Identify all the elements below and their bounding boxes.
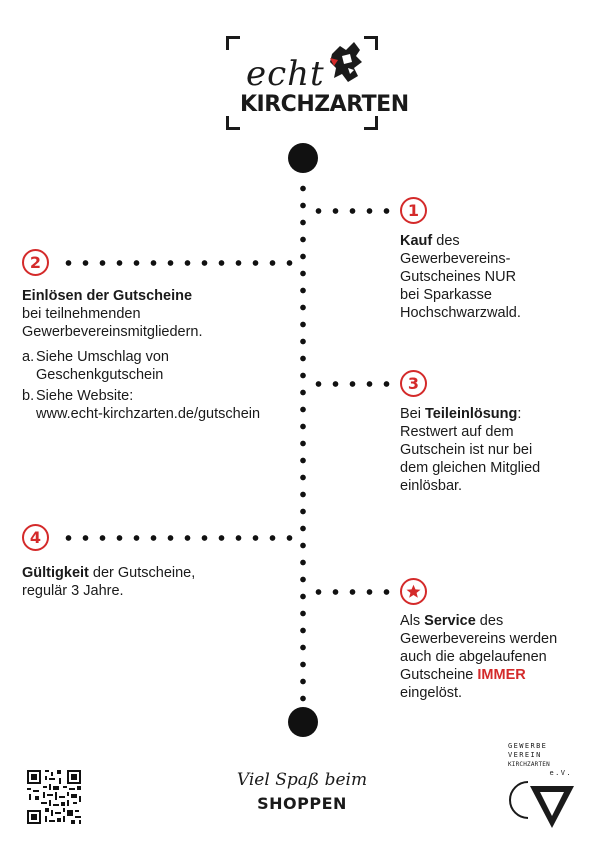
step-2-text: Einlösen der Gutscheine bei teilnehmenden Gewerbevereinsmitgliedern. a. Siehe Umschlag von Geschenkgutschein b. Siehe Website: www.echt-kirchzarten.de/gutschein	[22, 287, 292, 423]
connector-step-2	[60, 260, 300, 266]
gewerbeverein-wordmark: GEWERBE VEREIN KIRCHZARTEN e.V.	[508, 742, 572, 777]
immer-highlight: IMMER	[477, 667, 526, 683]
tagline	[232, 770, 372, 813]
service-badge	[400, 578, 427, 605]
tagline-shoppen: SHOPPEN	[257, 794, 347, 813]
connector-step-3	[310, 381, 395, 387]
step-2-badge: 2	[22, 249, 49, 276]
connector-step-4	[60, 535, 300, 541]
step-3-heading: Teileinlösung	[425, 406, 518, 422]
step-4-heading: Gültigkeit	[22, 565, 89, 581]
logo-word-echt: echt	[246, 54, 325, 94]
service-text: Als Service des Gewerbevereins werden auch die abgelaufenen Gutscheine IMMER eingelöst.	[400, 613, 558, 701]
logo-corner-bracket	[364, 116, 378, 130]
step-4-badge: 4	[22, 524, 49, 551]
logo-corner-bracket	[226, 116, 240, 130]
connector-service	[310, 589, 395, 595]
qr-code-icon[interactable]	[27, 770, 81, 824]
tagline-script: Viel Spaß beim	[236, 770, 368, 790]
mascot-icon	[326, 40, 366, 86]
service-heading: Service	[424, 613, 476, 629]
gutschein-website-link[interactable]: www.echt-kirchzarten.de/gutschein	[36, 406, 261, 422]
timeline-start-dot	[288, 143, 318, 173]
echt-kirchzarten-logo	[226, 30, 409, 130]
step-1-badge: 1	[400, 197, 427, 224]
gv-emblem-icon	[508, 778, 576, 830]
list-item: b. Siehe Website: www.echt-kirchzarten.de/gutschein	[22, 388, 261, 422]
logo-word-kirchzarten: KIRCHZARTEN	[240, 92, 409, 117]
step-2-heading: Einlösen der Gutscheine	[22, 288, 193, 304]
logo-corner-bracket	[226, 36, 240, 50]
step-4-text: Gültigkeit der Gutscheine, regulär 3 Jahre.	[22, 565, 196, 599]
step-1-text: Kauf des Gewerbevereins- Gutscheines NUR bei Sparkasse Hochschwarzwald.	[400, 233, 521, 321]
star-icon	[406, 584, 421, 599]
list-item: a. Siehe Umschlag von Geschenkgutschein	[22, 349, 169, 383]
timeline-vertical-dotted-line	[300, 180, 306, 710]
timeline-end-dot	[288, 707, 318, 737]
step-1-heading: Kauf	[400, 233, 433, 249]
gewerbeverein-logo	[508, 742, 576, 834]
step-3-text: Bei Teileinlösung: Restwert auf dem Gutschein ist nur bei dem gleichen Mitglied einlösbar.	[400, 406, 541, 494]
step-3-badge: 3	[400, 370, 427, 397]
logo-corner-bracket	[364, 36, 378, 50]
connector-step-1	[310, 208, 395, 214]
